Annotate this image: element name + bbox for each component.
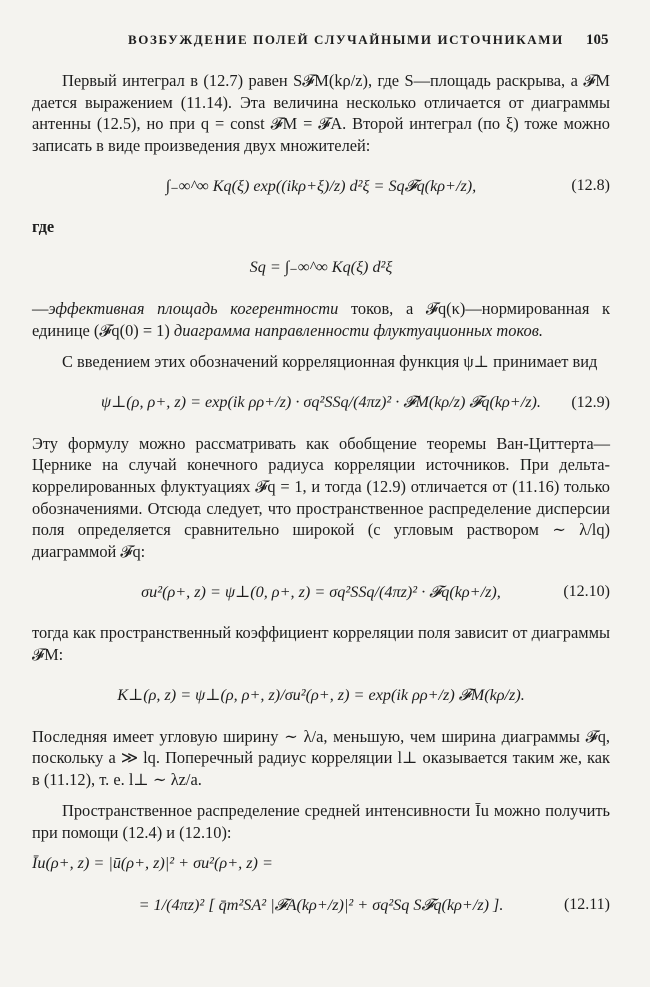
- where-label: где: [32, 217, 55, 237]
- equation-12-9-number: (12.9): [571, 393, 610, 411]
- equation-12-10-formula: σu²(ρ+, z) = ψ⊥(0, ρ+, z) = σq²SSq/(4πz)² · 𝓕q(kρ+/z),: [141, 582, 501, 601]
- equation-12-10: [32, 566, 610, 618]
- paragraph-2-lead: —: [32, 298, 49, 318]
- paragraph-2: [32, 298, 610, 341]
- equation-correlation-coefficient-formula: K⊥(ρ, z) = ψ⊥(ρ, ρ+, z)/σu²(ρ+, z) = exp(ik ρρ+/z) 𝓕M(kρ/z).: [117, 685, 525, 704]
- equation-12-11-number: (12.11): [563, 896, 610, 914]
- term-fluctuation-pattern: диаграмма направленности флуктуационных токов.: [173, 320, 543, 340]
- paragraph-6: Последняя имеет угловую ширину ∼ λ/a, меньшую, чем ширина диаграммы 𝓕q, поскольку a ≫ lq. Поперечный радиус корреляции l⊥ оказывается таким же, как в (11.12), т. е. l⊥ ∼ λz/a.: [32, 726, 610, 789]
- page-number: 105: [586, 32, 609, 48]
- equation-12-10-number: (12.10): [563, 583, 610, 601]
- equation-12-8-number: (12.8): [571, 177, 610, 195]
- running-title: ВОЗБУЖДЕНИЕ ПОЛЕЙ СЛУЧАЙНЫМИ ИСТОЧНИКАМИ: [128, 32, 564, 47]
- paragraph-7: Пространственное распределение средней интенсивности Īu можно получить при помощи (12.4) и (12.10):: [32, 801, 610, 842]
- paragraph-4: Эту формулу можно рассматривать как обобщение теоремы Ван-Циттерта—Цернике на случай конечного радиуса корреляции источников. При дельта-коррелированных флуктуациях 𝓕q = 1, и тогда (12.9) отличается от (11.16) только обозначениями. Отсюда следует, что пространственное распределение дисперсии поля определяется сравнительно широкой (с угловым раствором ∼ λ/lq) диаграммой 𝓕q:: [32, 433, 610, 561]
- paragraph-2-middle: токов, а 𝓕q(κ)—нормированная к единице (𝓕q(0) = 1): [32, 298, 610, 340]
- equation-sq: [32, 242, 610, 294]
- equation-12-11-line-2: [32, 883, 610, 927]
- body-text: [32, 70, 610, 931]
- term-coherence-area: эффективная площадь когерентности: [48, 298, 339, 318]
- page-header: [0, 32, 650, 52]
- equation-12-11-line-1-formula: Īu(ρ+, z) = |ū(ρ+, z)|² + σu²(ρ+, z) =: [32, 853, 273, 872]
- equation-12-9: [32, 377, 610, 429]
- equation-correlation-coefficient: [32, 670, 610, 722]
- equation-sq-formula: Sq = ∫₋∞^∞ Kq(ξ) d²ξ: [249, 258, 393, 277]
- paragraph-3: С введением этих обозначений корреляционная функция ψ⊥ принимает вид: [62, 352, 598, 372]
- paragraph-5: тогда как пространственный коэффициент корреляции поля зависит от диаграммы 𝓕M:: [32, 623, 610, 664]
- equation-12-8: [32, 160, 610, 212]
- paragraph-1: Первый интеграл в (12.7) равен S𝓕M(kρ/z), где S—площадь раскрыва, а 𝓕M дается выражением (11.14). Эта величина несколько отличается от диаграммы антенны (12.5), но при q = const 𝓕M = 𝓕A. Второй интеграл (по ξ) тоже можно записать в виде произведения двух множителей:: [32, 71, 610, 155]
- equation-12-11-line-1: [32, 847, 610, 879]
- equation-12-11-line-2-formula: = 1/(4πz)² [ q̄m²SA² |𝓕A(kρ+/z)|² + σq²Sq S𝓕q(kρ+/z) ].: [138, 895, 504, 914]
- equation-12-8-formula: ∫₋∞^∞ Kq(ξ) exp((ikρ+ξ)/z) d²ξ = Sq𝓕q(kρ+/z),: [165, 176, 477, 195]
- equation-12-9-formula: ψ⊥(ρ, ρ+, z) = exp(ik ρρ+/z) · σq²SSq/(4πz)² · 𝓕M(kρ/z) 𝓕q(kρ+/z).: [101, 392, 541, 411]
